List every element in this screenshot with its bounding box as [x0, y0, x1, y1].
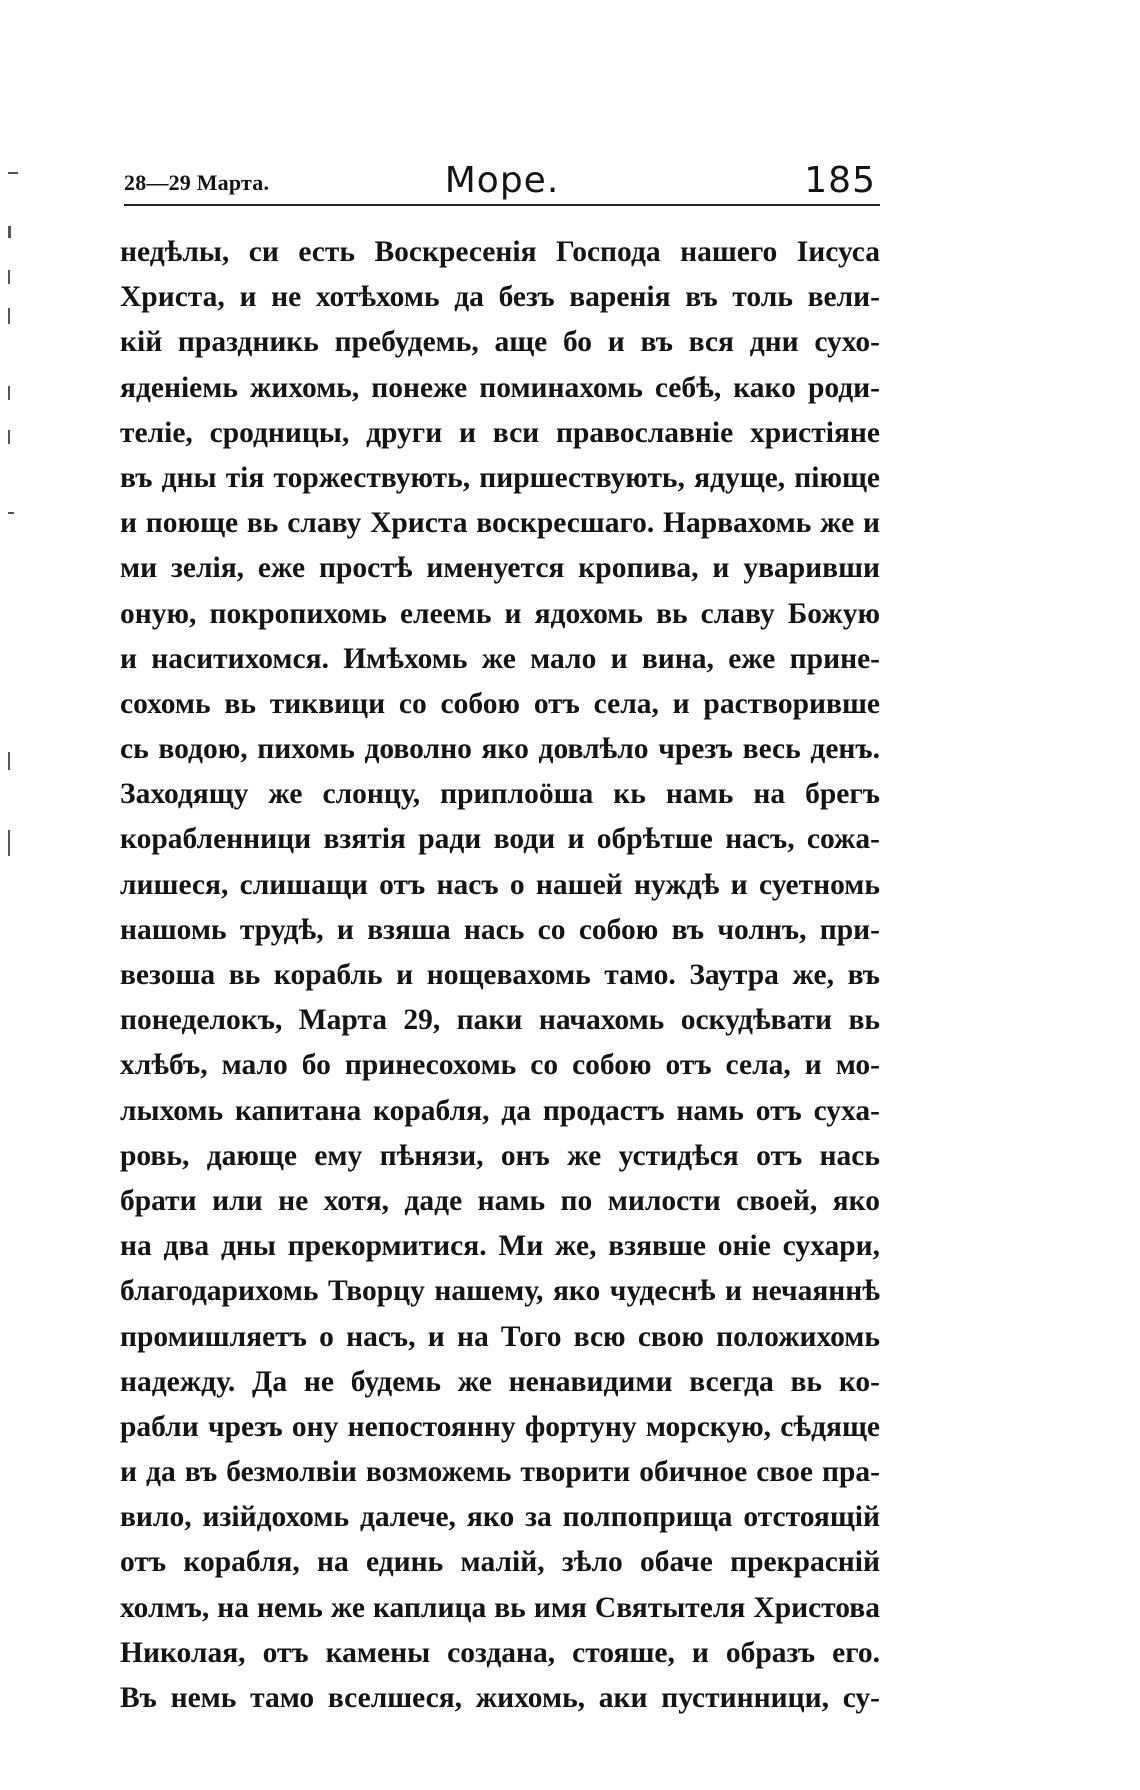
- text-line: надежду. Да не будемь же ненавидими всегда вь ко-: [120, 1365, 880, 1398]
- text-line: яденіемь жихомь, понеже поминахомь себѣ, како роди-: [120, 371, 880, 404]
- scan-mark: [8, 512, 14, 514]
- header-date: 28—29 Марта.: [124, 170, 270, 195]
- text-line: нашомь трудѣ, и взяша нась со собою въ чолнъ, при-: [120, 913, 880, 946]
- text-line: ми зелія, еже простѣ именуется кропива, и уваривши: [120, 552, 880, 585]
- scan-mark: [8, 830, 10, 856]
- text-line: лыхомь капитана корабля, да продастъ намь отъ суха-: [120, 1094, 880, 1127]
- running-head: [124, 160, 880, 210]
- text-line: сь водою, пихомь доволно яко довлѣло чрезъ весь денъ.: [120, 733, 880, 766]
- text-line: въ дны тія торжествують, пиршествують, ядуще, піюще: [120, 461, 880, 494]
- text-line: холмъ, на немь же каплица вь имя Святытеля Христова: [120, 1591, 880, 1624]
- scan-mark: [8, 270, 10, 284]
- text-line: отъ корабля, на единь малій, зѣло обаче прекраснiй: [120, 1546, 880, 1579]
- text-line: кій праздникь пребудемь, аще бо и въ вся дни сухо-: [120, 326, 880, 359]
- text-line: и поюще вь славу Христа воскресшаго. Нарвахомь же и: [120, 507, 880, 540]
- text-line: Въ немь тамо вселшеся, жихомь, аки пустинници, су-: [120, 1682, 880, 1714]
- page-number: 185: [804, 160, 876, 201]
- scan-mark: [8, 308, 10, 324]
- scan-mark: [8, 752, 10, 770]
- text-line: лишеся, слишащи отъ насъ о нашей нуждѣ и суетномь: [120, 868, 880, 901]
- text-line: корабленници взятія ради води и обрѣтше насъ, сожа-: [120, 823, 880, 856]
- page-title: Море.: [444, 160, 560, 201]
- text-line: недѣлы, си есть Воскресенія Господа нашего Іисуса: [120, 236, 880, 268]
- text-line: рабли чрезъ ону непостоянну фортуну морскую, сѣдяще: [120, 1410, 880, 1443]
- text-line: хлѣбъ, мало бо принесохомь со собою отъ села, и мо-: [120, 1049, 880, 1082]
- text-line: промишляетъ о насъ, и на Того всю свою положихомь: [120, 1320, 880, 1353]
- scan-margin-marks: [0, 0, 40, 1790]
- scan-mark: [8, 386, 10, 400]
- text-line: телiе, сродницы, други и вси православніе христiяне: [120, 416, 880, 449]
- text-line: везоша вь корабль и нощевахомь тамо. Заутра же, въ: [120, 959, 880, 991]
- scan-mark: [8, 172, 18, 174]
- header-rule: [124, 204, 880, 206]
- scan-mark: [8, 430, 10, 444]
- text-line: понеделокъ, Марта 29, паки начахомь оскудѣвати вь: [120, 1004, 880, 1037]
- text-line: оную, покропихомь елеемь и ядохомь вь славу Божую: [120, 597, 880, 630]
- text-line: сохомь вь тиквици со собою отъ села, и растворивше: [120, 687, 880, 720]
- text-line: и наситихомся. Имѣхомь же мало и вина, еже принe-: [120, 642, 880, 675]
- text-line: Николая, отъ камены создана, стояше, и образъ его.: [120, 1636, 880, 1669]
- text-line: брати или не хотя, даде намь по милости своей, яко: [120, 1184, 880, 1217]
- text-line: ровь, дающе ему пѣнязи, онъ же устидѣся отъ нась: [120, 1139, 880, 1172]
- text-line: и да въ безмолвіи возможемь творити обичное свое пра-: [120, 1456, 880, 1489]
- scan-mark: [8, 226, 11, 238]
- text-line: Заходящу же слонцу, приплоӧша кь намь на брегъ: [120, 778, 880, 811]
- text-line: благодарихомь Творцу нашему, яко чудеснѣ и нечаяннѣ: [120, 1275, 880, 1308]
- text-line: вило, изійдохомь далече, яко за полпоприща отстоящій: [120, 1501, 880, 1534]
- text-line: Христа, и не хотѣхомь да безъ варенія въ толь вели-: [120, 281, 880, 314]
- text-line: на два дны прекормитися. Ми же, взявше оніе сухари,: [120, 1230, 880, 1263]
- body-text: [120, 230, 880, 1721]
